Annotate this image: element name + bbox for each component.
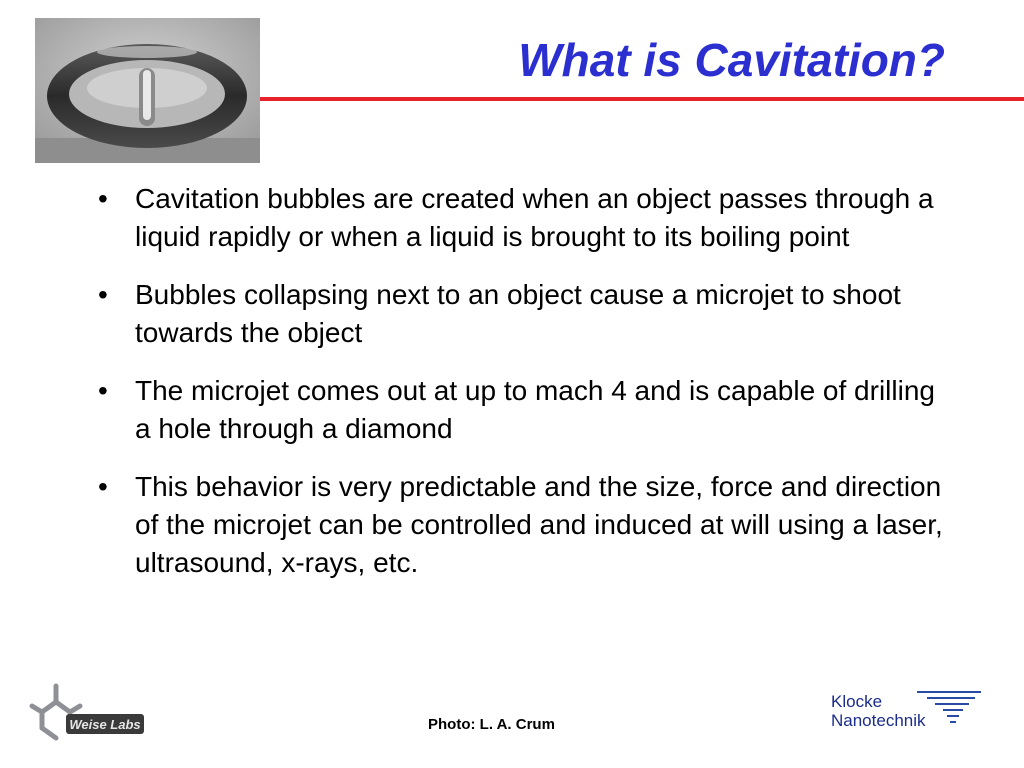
klocke-nanotechnik-logo bbox=[831, 690, 991, 734]
klocke-text: Klocke bbox=[831, 692, 883, 711]
bullet-glyph: • bbox=[98, 279, 108, 310]
bullet-list bbox=[98, 180, 958, 602]
nanotechnik-text: Nanotechnik bbox=[831, 711, 926, 730]
cavitation-bubble-photo bbox=[35, 18, 260, 163]
bullet-glyph: • bbox=[98, 375, 108, 406]
wave-lines-icon bbox=[913, 690, 983, 730]
bullet-text: The microjet comes out at up to mach 4 and is capable of drilling a hole through a diamond bbox=[135, 375, 935, 444]
bullet-glyph: • bbox=[98, 471, 108, 502]
bullet-item bbox=[98, 180, 958, 256]
weise-labs-wordmark: Weise Labs bbox=[69, 717, 141, 732]
photo-credit: Photo: L. A. Crum bbox=[428, 716, 555, 733]
bullet-item bbox=[98, 468, 958, 582]
bullet-text: Cavitation bubbles are created when an object passes through a liquid rapidly or when a liquid is brought to its boiling point bbox=[135, 183, 934, 252]
slide-title: What is Cavitation? bbox=[518, 34, 945, 86]
weise-labs-logo bbox=[28, 680, 148, 744]
title-divider bbox=[260, 97, 1024, 101]
bullet-text: This behavior is very predictable and the size, force and direction of the microjet can be controlled and induced at will using a laser, ultrasound, x-rays, etc. bbox=[135, 471, 943, 578]
bullet-item bbox=[98, 372, 958, 448]
bullet-glyph: • bbox=[98, 183, 108, 214]
bullet-item bbox=[98, 276, 958, 352]
bullet-text: Bubbles collapsing next to an object cause a microjet to shoot towards the object bbox=[135, 279, 901, 348]
